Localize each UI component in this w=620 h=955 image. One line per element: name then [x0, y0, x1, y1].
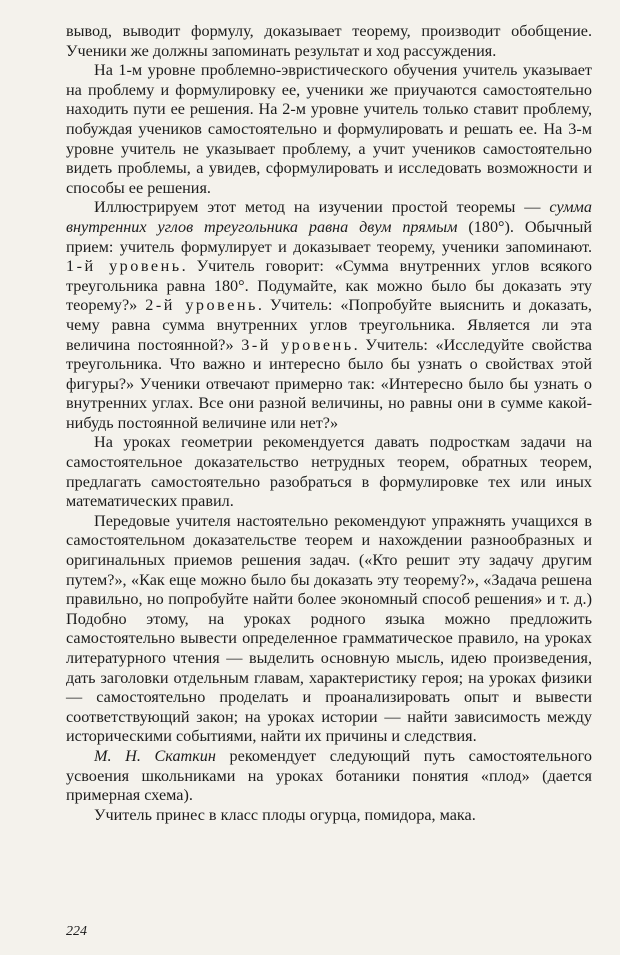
author-name: М. Н. Скаткин	[94, 746, 216, 765]
level-label: 2-й уровень	[145, 296, 258, 315]
text-run: Передовые учителя настоятельно рекомендуют упражнять учащихся в самостоятельном доказательстве теорем и нахождении разнообразных и оригинальных приемов решения задач. («Кто решит эту задачу другим путем?», «Как еще можно было бы доказать эту теорему?», «Задача решена правильно, но попробуйте найти более экономный способ решения» и т. д.) Подобно этому, на уроках родного языка можно предложить самостоятельно вывести определенное грамматическое правило, на уроках литературного чтения — выделить основную мысль, идею произведения, дать заголовки отдельным главам, характеристику героя; на уроках физики — самостоятельно проделать и проанализировать опыт и вывести соответствующий закон; на уроках истории — найти зависимость между историческими событиями, найти их причины и следствия.	[66, 511, 592, 746]
paragraph	[66, 512, 592, 747]
text-run: На 1-м уровне проблемно-эвристического обучения учитель указывает на проблему и формулировку ее, ученики же приучаются самостоятельно находить пути ее решения. На 2-м уровне учитель только ставит проблему, побуждая учеников самостоятельно и формулировать и решать ее. На 3-м уровне учитель не указывает проблему, а учит учеников самостоятельно видеть проблемы, а увидев, сформулировать и исследовать возможности и способы ее решения.	[66, 61, 592, 197]
page-number: 224	[66, 924, 87, 939]
text-run: . Учитель говорит: «Сумма внутренних углов всякого треугольника равна 180°. Подумайте, как можно было бы доказать эту теорему?»	[66, 257, 592, 315]
text-run: Иллюстрируем этот метод на изучении простой теоремы —	[94, 198, 550, 217]
text-run: . Учитель: «Исследуйте свойства треугольника. Что важно и интересно было бы узнать о свойствах этой фигуры?» Ученики отвечают примерно так: «Интересно было бы узнать о внутренних углах. Все они разной величины, но равны они в сумме какой-нибудь постоянной величине или нет?»	[66, 335, 592, 432]
level-label: 1-й уровень	[66, 257, 182, 276]
paragraph	[66, 61, 592, 198]
text-run: рекомендует следующий путь самостоятельного усвоения школьниками на уроках ботаники понятия «плод» (дается примерная схема).	[66, 746, 592, 805]
paragraph	[66, 22, 592, 61]
level-label: 3-й уровень	[241, 335, 354, 354]
paragraph	[66, 198, 592, 433]
text-run: На уроках геометрии рекомендуется давать подросткам задачи на самостоятельное доказательство нетрудных теорем, обратных теорем, предлагать самостоятельно разобраться в формулировке тех или иных математических правил.	[66, 433, 592, 511]
theorem-statement: сумма внутренних углов треугольника равна двум прямым	[66, 198, 592, 236]
text-run: . Учитель: «Попробуйте выяснить и доказать, чему равна сумма внутренних углов треугольника. Является ли эта величина постоянной?»	[66, 296, 592, 354]
paragraph	[66, 433, 592, 511]
paragraph	[66, 747, 592, 806]
paragraph	[66, 806, 592, 826]
text-run: вывод, выводит формулу, доказывает теорему, производит обобщение. Ученики же должны запоминать результат и ход рассуждения.	[66, 22, 592, 60]
text-run: (180°). Обычный прием: учитель формулирует и доказывает теорему, ученики запоминают.	[66, 217, 592, 256]
text-run: Учитель принес в класс плоды огурца, помидора, мака.	[94, 805, 476, 824]
